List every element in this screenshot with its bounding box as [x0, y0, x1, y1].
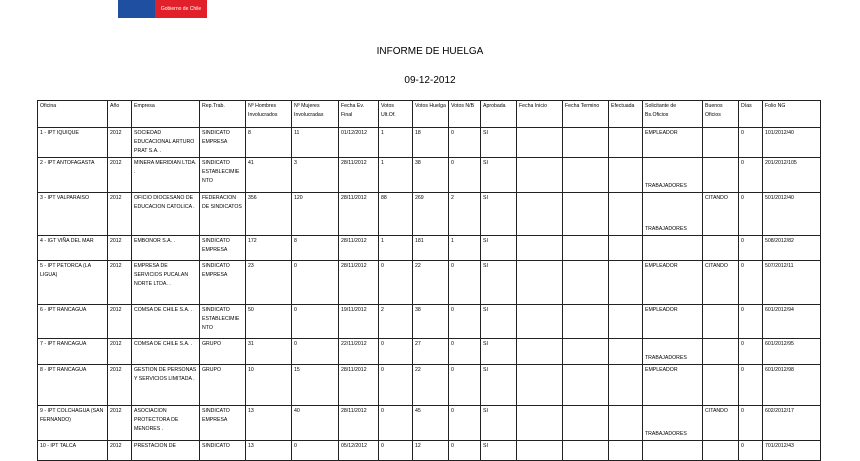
table-cell: 0: [739, 365, 763, 406]
table-cell: [563, 339, 609, 365]
table-cell: 0: [739, 406, 763, 441]
table-cell: [643, 441, 703, 461]
table-cell: [563, 158, 609, 193]
column-header: Fecha Inicio: [517, 101, 563, 128]
table-cell: EMBONOR S.A. .: [132, 236, 200, 261]
table-cell: 0: [739, 193, 763, 236]
table-cell: 269: [413, 193, 449, 236]
column-header: Votos Ult.Of.: [379, 101, 413, 128]
table-cell: 0: [449, 158, 481, 193]
table-cell: [609, 193, 643, 236]
table-cell: EMPRESA DE SERVICIOS PUCALAN NORTE LTDA. .: [132, 261, 200, 305]
table-cell: [609, 365, 643, 406]
table-cell: 2012: [108, 236, 132, 261]
table-cell: 356: [246, 193, 292, 236]
table-cell: 501/2012/40: [763, 193, 821, 236]
report-title: INFORME DE HUELGA: [376, 46, 484, 57]
table-cell: 2012: [108, 365, 132, 406]
table-cell: [517, 236, 563, 261]
table-cell: EMPLEADOR: [643, 261, 703, 305]
table-cell: 2012: [108, 305, 132, 339]
table-cell: [703, 236, 739, 261]
table-cell: [609, 158, 643, 193]
column-header: Aprobada: [481, 101, 517, 128]
table-cell: SINDICATO: [200, 441, 246, 461]
table-cell: COMSA DE CHILE S.A. .: [132, 339, 200, 365]
table-cell: 28/11/2012: [339, 193, 379, 236]
table-cell: SI: [481, 128, 517, 158]
table-cell: [703, 441, 739, 461]
table-cell: [703, 365, 739, 406]
table-row: [38, 441, 821, 461]
table-cell: 50: [246, 305, 292, 339]
table-cell: GRUPO: [200, 365, 246, 406]
table-cell: 507/2012/11: [763, 261, 821, 305]
table-cell: SINDICATO ESTABLECIMIENTO: [200, 158, 246, 193]
table-cell: 28/11/2012: [339, 158, 379, 193]
table-cell: [517, 305, 563, 339]
table-cell: 1 - IPT IQUIQUE: [38, 128, 108, 158]
table-cell: OFICIO DIOCESANO DE EDUCACION CATOLICA .: [132, 193, 200, 236]
table-cell: 01/12/2012: [339, 128, 379, 158]
table-cell: 181: [413, 236, 449, 261]
table-cell: [703, 158, 739, 193]
table-cell: 5 - IPT PETORCA (LA LIGUA): [38, 261, 108, 305]
table-cell: [609, 339, 643, 365]
table-cell: 22: [413, 261, 449, 305]
table-cell: [563, 406, 609, 441]
column-header: Solicitante de Bs.Oficios: [643, 101, 703, 128]
table-row: [38, 236, 821, 261]
table-cell: 40: [292, 406, 339, 441]
table-cell: MINERA MERIDIAN LTDA. .: [132, 158, 200, 193]
table-cell: ASOCIACION PROTECTORA DE MENORES .: [132, 406, 200, 441]
table-cell: 88: [379, 193, 413, 236]
table-cell: 19/11/2012: [339, 305, 379, 339]
table-cell: [703, 128, 739, 158]
table-cell: 45: [413, 406, 449, 441]
table-cell: 1: [449, 236, 481, 261]
table-cell: 1: [379, 236, 413, 261]
table-cell: 2012: [108, 193, 132, 236]
table-cell: 23: [246, 261, 292, 305]
table-cell: 3: [292, 158, 339, 193]
table-cell: CITANDO: [703, 406, 739, 441]
column-header: Votos Huelga: [413, 101, 449, 128]
table-cell: 11: [292, 128, 339, 158]
table-cell: 2012: [108, 339, 132, 365]
table-cell: 28/11/2012: [339, 406, 379, 441]
table-cell: 0: [739, 339, 763, 365]
table-cell: SINDICATO EMPRESA: [200, 236, 246, 261]
table-cell: 602/2012/17: [763, 406, 821, 441]
logo-red-block: Gobierno de Chile: [155, 0, 207, 18]
table-cell: 31: [246, 339, 292, 365]
table-cell: 38: [413, 305, 449, 339]
table-cell: 120: [292, 193, 339, 236]
table-cell: 1: [379, 128, 413, 158]
table-cell: 9 - IPT COLCHAGUA (SAN FERNANDO): [38, 406, 108, 441]
table-cell: 05/12/2012: [339, 441, 379, 461]
table-cell: 27: [413, 339, 449, 365]
table-cell: 0: [379, 406, 413, 441]
table-cell: 28/11/2012: [339, 236, 379, 261]
table-cell: 2012: [108, 441, 132, 461]
table-cell: [609, 236, 643, 261]
table-cell: 3 - IPT VALPARAISO: [38, 193, 108, 236]
table-cell: 22: [413, 365, 449, 406]
table-cell: [703, 305, 739, 339]
column-header: Rep.Trab.: [200, 101, 246, 128]
table-cell: [609, 441, 643, 461]
table-row: [38, 305, 821, 339]
table-cell: [609, 406, 643, 441]
table-cell: 601/2012/98: [763, 365, 821, 406]
table-cell: SI: [481, 236, 517, 261]
table-cell: SI: [481, 158, 517, 193]
table-cell: CITANDO: [703, 261, 739, 305]
table-cell: 508/2012/82: [763, 236, 821, 261]
table-cell: SINDICATO EMPRESA: [200, 261, 246, 305]
table-cell: 8 - IPT RANCAGUA: [38, 365, 108, 406]
table-cell: 8: [292, 236, 339, 261]
table-cell: GRUPO: [200, 339, 246, 365]
table-cell: 701/2012/43: [763, 441, 821, 461]
column-header: Oficina: [38, 101, 108, 128]
table-cell: [563, 261, 609, 305]
table-cell: 601/2012/94: [763, 305, 821, 339]
table-cell: 0: [739, 305, 763, 339]
table-cell: SI: [481, 339, 517, 365]
table-cell: 201/2012/105: [763, 158, 821, 193]
table-cell: 2: [379, 305, 413, 339]
table-cell: [517, 193, 563, 236]
table-cell: 28/11/2012: [339, 261, 379, 305]
table-cell: 0: [449, 128, 481, 158]
report-date: 09-12-2012: [404, 75, 456, 86]
table-cell: TRABAJADORES: [643, 158, 703, 193]
table-cell: 0: [739, 261, 763, 305]
table-cell: EMPLEADOR: [643, 128, 703, 158]
table-cell: [563, 236, 609, 261]
table-cell: 0: [739, 158, 763, 193]
table-row: [38, 339, 821, 365]
table-cell: 38: [413, 158, 449, 193]
table-cell: 1: [379, 158, 413, 193]
table-cell: 0: [292, 441, 339, 461]
table-cell: SINDICATO ESTABLECIMIENTO: [200, 305, 246, 339]
table-row: [38, 365, 821, 406]
table-cell: SI: [481, 406, 517, 441]
table-cell: 0: [449, 339, 481, 365]
table-cell: 10 - IPT TALCA: [38, 441, 108, 461]
table-row: [38, 158, 821, 193]
table-cell: 0: [449, 406, 481, 441]
table-cell: 0: [292, 339, 339, 365]
table-cell: [517, 365, 563, 406]
table-cell: 18: [413, 128, 449, 158]
table-cell: [517, 158, 563, 193]
table-cell: 2012: [108, 406, 132, 441]
table-cell: [563, 305, 609, 339]
table-cell: TRABAJADORES: [643, 406, 703, 441]
table-cell: 41: [246, 158, 292, 193]
table-cell: 8: [246, 128, 292, 158]
table-cell: SI: [481, 305, 517, 339]
table-cell: [609, 128, 643, 158]
table-cell: PRESTACION DE: [132, 441, 200, 461]
table-cell: 0: [449, 441, 481, 461]
table-cell: 601/2012/95: [763, 339, 821, 365]
table-cell: EMPLEADOR: [643, 365, 703, 406]
column-header: Fecha Ev. Final: [339, 101, 379, 128]
column-header: Folio NG: [763, 101, 821, 128]
table-cell: [517, 339, 563, 365]
table-cell: CITANDO: [703, 193, 739, 236]
table-cell: [517, 128, 563, 158]
table-cell: 2: [449, 193, 481, 236]
table-cell: [703, 339, 739, 365]
logo-blue-block: [118, 0, 155, 18]
table-cell: 0: [739, 441, 763, 461]
table-cell: 0: [449, 261, 481, 305]
table-cell: SI: [481, 261, 517, 305]
table-cell: SOCIEDAD EDUCACIONAL ARTURO PRAT S.A. .: [132, 128, 200, 158]
table-cell: SI: [481, 193, 517, 236]
table-cell: [609, 305, 643, 339]
table-cell: 0: [739, 128, 763, 158]
table-cell: 0: [292, 305, 339, 339]
table-cell: 2012: [108, 128, 132, 158]
table-cell: [517, 441, 563, 461]
table-cell: SINDICATO EMPRESA: [200, 406, 246, 441]
table-cell: 0: [379, 365, 413, 406]
column-header: Nº Mujeres Involucradas: [292, 101, 339, 128]
table-cell: 12: [413, 441, 449, 461]
table-cell: 6 - IPT RANCAGUA: [38, 305, 108, 339]
strike-report-table: [37, 100, 821, 461]
table-cell: SINDICATO EMPRESA: [200, 128, 246, 158]
table-cell: 0: [449, 365, 481, 406]
column-header: Empresa: [132, 101, 200, 128]
table-cell: SI: [481, 441, 517, 461]
table-cell: [563, 365, 609, 406]
table-cell: 13: [246, 406, 292, 441]
table-row: [38, 406, 821, 441]
column-header: Buenos Oficios: [703, 101, 739, 128]
table-header-row: [38, 101, 821, 128]
table-row: [38, 193, 821, 236]
table-cell: SI: [481, 365, 517, 406]
table-cell: [643, 236, 703, 261]
table-cell: 0: [379, 339, 413, 365]
table-cell: 28/11/2012: [339, 365, 379, 406]
table-cell: [563, 441, 609, 461]
column-header: Nº Hombres Involucrados: [246, 101, 292, 128]
table-cell: [563, 128, 609, 158]
table-cell: [517, 261, 563, 305]
column-header: Efectuada: [609, 101, 643, 128]
table-cell: COMSA DE CHILE S.A. .: [132, 305, 200, 339]
column-header: Año: [108, 101, 132, 128]
table-cell: 22/11/2012: [339, 339, 379, 365]
table-cell: GESTION DE PERSONAS Y SERVICIOS LIMITADA .: [132, 365, 200, 406]
table-cell: TRABAJADORES: [643, 339, 703, 365]
table-row: [38, 261, 821, 305]
gobierno-de-chile-logo: [118, 0, 207, 18]
column-header: Fecha Termino: [563, 101, 609, 128]
table-cell: EMPLEADOR: [643, 305, 703, 339]
table-cell: 15: [292, 365, 339, 406]
table-cell: 10: [246, 365, 292, 406]
table-cell: 13: [246, 441, 292, 461]
table-cell: 0: [449, 305, 481, 339]
table-cell: TRABAJADORES: [643, 193, 703, 236]
table-cell: FEDERACION DE SINDICATOS: [200, 193, 246, 236]
table-cell: 0: [292, 261, 339, 305]
table-cell: 2 - IPT ANTOFAGASTA: [38, 158, 108, 193]
table-cell: [563, 193, 609, 236]
table-cell: 101/2012/40: [763, 128, 821, 158]
table-cell: 2012: [108, 158, 132, 193]
column-header: Votos N/B: [449, 101, 481, 128]
table-cell: 0: [379, 261, 413, 305]
table-cell: 172: [246, 236, 292, 261]
table-cell: 0: [379, 441, 413, 461]
table-cell: 4 - IGT VIÑA DEL MAR: [38, 236, 108, 261]
table-cell: 0: [739, 236, 763, 261]
table-cell: [517, 406, 563, 441]
table-cell: [609, 261, 643, 305]
column-header: Días: [739, 101, 763, 128]
table-row: [38, 128, 821, 158]
table-cell: 2012: [108, 261, 132, 305]
table-cell: 7 - IPT RANCAGUA: [38, 339, 108, 365]
